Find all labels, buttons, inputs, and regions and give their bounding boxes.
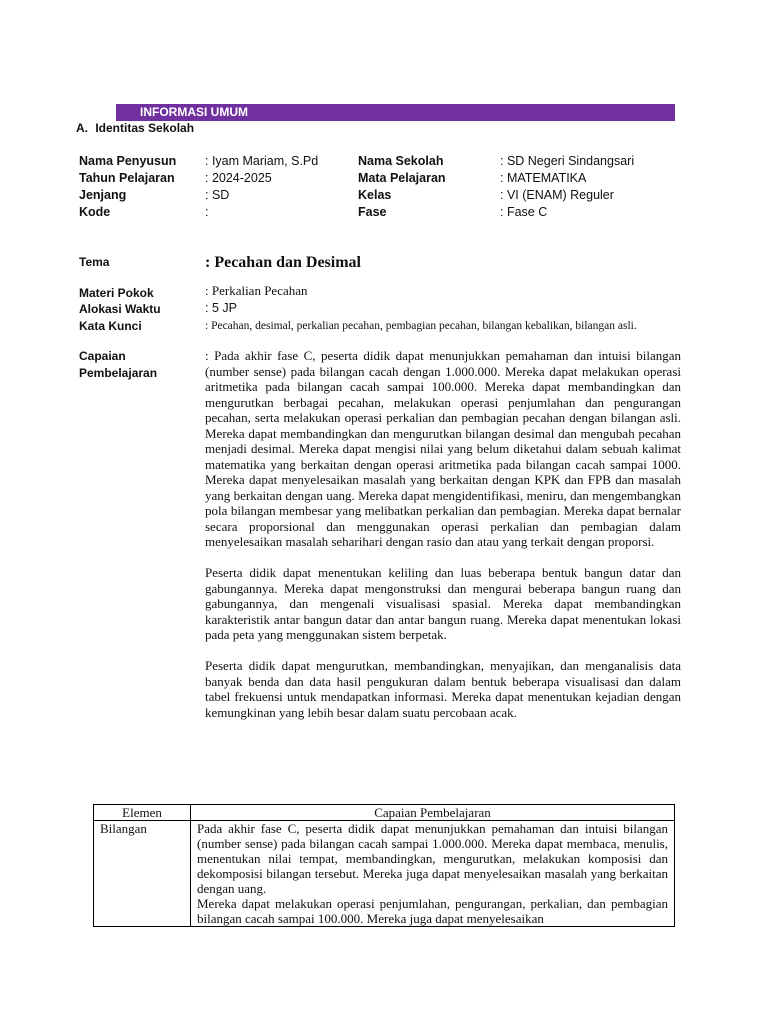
identity-value: : MATEMATIKA xyxy=(500,171,587,185)
column-header-elemen: Elemen xyxy=(94,805,191,821)
tema-value: : Pecahan dan Desimal xyxy=(205,254,361,271)
section-banner: INFORMASI UMUM xyxy=(116,104,675,121)
identity-grid xyxy=(79,153,679,221)
identity-value: : xyxy=(205,205,209,219)
materi-value: : Perkalian Pecahan xyxy=(205,283,308,298)
identity-label: Mata Pelajaran xyxy=(358,171,446,185)
identity-value: : Iyam Mariam, S.Pd xyxy=(205,154,319,168)
kunci-value: : Pecahan, desimal, perkalian pecahan, pembagian pecahan, bilangan kebalikan, bilangan asli. xyxy=(205,320,637,332)
capaian-text xyxy=(205,348,681,736)
capaian-label-line: Capaian xyxy=(79,349,126,363)
table-row xyxy=(94,821,675,927)
identity-label: Jenjang xyxy=(79,188,127,202)
alokasi-value: : 5 JP xyxy=(205,301,237,315)
capaian-table xyxy=(93,804,675,927)
kunci-label: Kata Kunci xyxy=(79,319,142,333)
identity-row xyxy=(79,170,679,187)
table-cell-paragraph: Mereka dapat melakukan operasi penjumlahan, pengurangan, perkalian, dan pembagian bilangan cacah sampai 100.000. Mereka juga dapat menyelesaikan xyxy=(197,896,668,926)
identity-label: Nama Penyusun xyxy=(79,154,177,168)
identity-value: : 2024-2025 xyxy=(205,171,272,185)
section-heading xyxy=(76,121,194,135)
identity-value: : Fase C xyxy=(500,205,548,219)
column-header-capaian: Capaian Pembelajaran xyxy=(191,805,675,821)
table-cell-paragraph: Pada akhir fase C, peserta didik dapat menunjukkan pemahaman dan intuisi bilangan (number sense) pada bilangan cacah sampai 1.000.000. Mereka dapat membaca, menulis, menentukan nilai tempat, membandingkan, mengurutkan, melakukan komposisi dan dekomposisi bilangan tersebut. Mereka juga dapat menyelesaikan masalah yang berkaitan dengan uang. xyxy=(197,821,668,896)
identity-value: : VI (ENAM) Reguler xyxy=(500,188,614,202)
capaian-paragraph: : Pada akhir fase C, peserta didik dapat menunjukkan pemahaman dan intuisi bilangan (number sense) pada bilangan cacah dengan 1.000.000. Mereka dapat melakukan operasi aritmetika pada bilangan cacah sampai 100.000. Mereka dapat membandingkan dan mengurutkan berbagai pecahan, melakukan operasi penjumlahan dan pengurangan pecahan, serta melakukan operasi perkalian dan pembagian pecahan dengan bilangan asli. Mereka dapat membandingkan dan mengurutkan bilangan desimal dan mengubah pecahan menjadi desimal. Mereka dapat mengisi nilai yang belum diketahui dalam sebuah kalimat matematika yang berkaitan dengan operasi aritmetika pada bilangan cacah sampai 1000. Mereka dapat menyelesaikan masalah yang berkaitan dengan KPK dan FPB dan masalah yang berkaitan dengan uang. Mereka dapat mengidentifikasi, meniru, dan mengembangkan pola bilangan membesar yang melibatkan perkalian dan pembagian. Mereka dapat bernalar secara proporsional dan menggunakan operasi perkalian dan pembagian dalam menyelesaikan masalah seharihari dengan rasio dan atau yang terkait dengan proporsi. xyxy=(205,348,681,549)
identity-label: Fase xyxy=(358,205,387,219)
capaian-label xyxy=(79,348,157,382)
table-header-row xyxy=(94,805,675,821)
capaian-paragraph: Peserta didik dapat mengurutkan, membandingkan, menyajikan, dan menganalisis data banyak benda dan data hasil pengukuran dalam bentuk beberapa visualisasi dan dalam tabel frekuensi untuk mendapatkan informasi. Mereka dapat menentukan kejadian dengan kemungkinan yang lebih besar dalam suatu percobaan acak. xyxy=(205,658,681,720)
tema-label: Tema xyxy=(79,255,110,269)
alokasi-label: Alokasi Waktu xyxy=(79,302,161,316)
identity-row xyxy=(79,204,679,221)
identity-value: : SD xyxy=(205,188,230,202)
identity-row xyxy=(79,153,679,170)
identity-label: Tahun Pelajaran xyxy=(79,171,175,185)
identity-value: : SD Negeri Sindangsari xyxy=(500,154,635,168)
identity-label: Nama Sekolah xyxy=(358,154,444,168)
identity-row xyxy=(79,187,679,204)
identity-label: Kode xyxy=(79,205,111,219)
capaian-label-line: Pembelajaran xyxy=(79,366,158,380)
section-number: A. xyxy=(76,121,88,135)
capaian-paragraph: Peserta didik dapat menentukan keliling dan luas beberapa bentuk bangun datar dan gabungannya. Mereka dapat mengonstruksi dan mengurai beberapa bangun ruang dan gabungannya, dan mengenali visualisasi spasial. Mereka dapat membandingkan karakteristik antar bangun datar dan antar bangun ruang. Mereka dapat menentukan lokasi pada peta yang menggunakan sistem berpetak. xyxy=(205,565,681,642)
table-cell-elemen: Bilangan xyxy=(94,821,191,927)
materi-label: Materi Pokok xyxy=(79,286,154,300)
identity-label: Kelas xyxy=(358,188,392,202)
section-title: Identitas Sekolah xyxy=(95,121,195,135)
table-cell-capaian xyxy=(191,821,675,927)
